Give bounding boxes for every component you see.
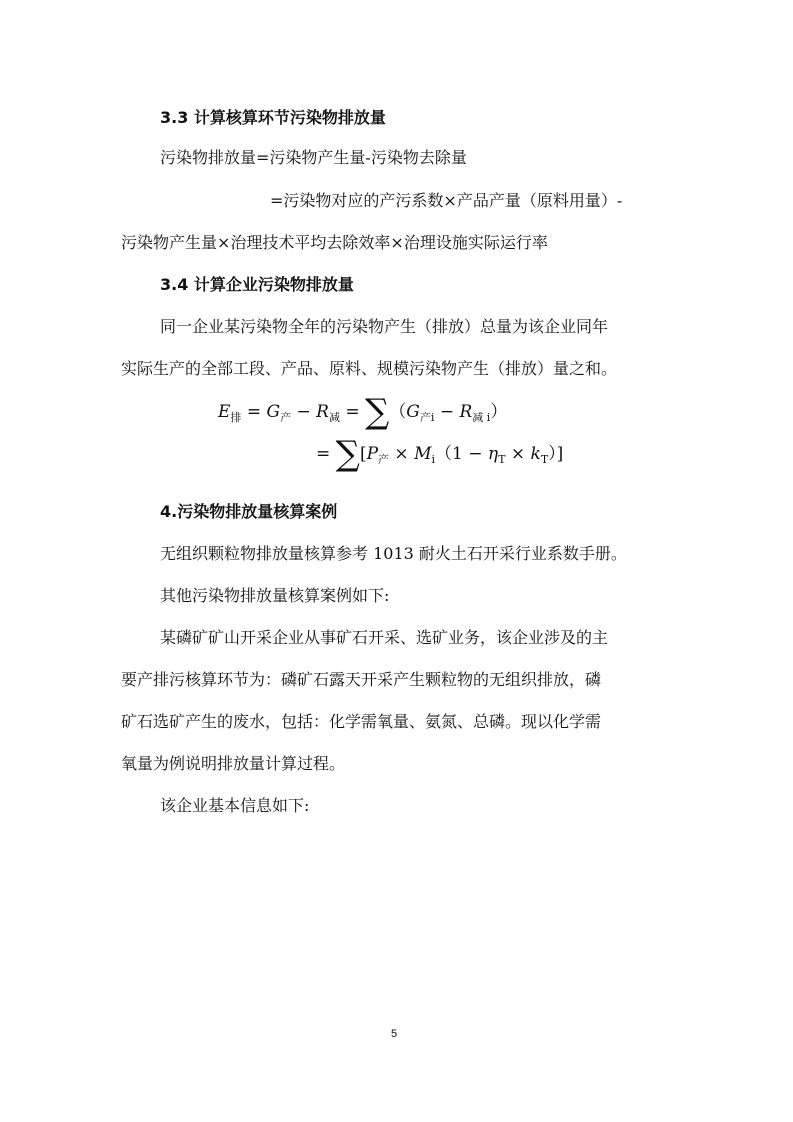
section-4-line-2: 其他污染物排放量核算案例如下: [160, 586, 390, 605]
section-4-line-6: 氧量为例说明排放量计算过程。 [121, 754, 346, 773]
section-4-line-4: 要产排污核算环节为：磷矿石露天开采产生颗粒物的无组织排放，磷 [121, 670, 602, 689]
section-3-3-line-1: 污染物排放量=污染物产生量-污染物去除量 [160, 148, 467, 167]
sum-symbol: ∑ [365, 392, 390, 432]
sum-symbol: ∑ [335, 434, 360, 474]
section-3-4-line-2: 实际生产的全部工段、产品、原料、规模污染物产生（排放）量之和。 [121, 359, 618, 378]
section-3-3-line-2: =污染物对应的产污系数×产品产量（原料用量）- [270, 191, 623, 210]
emission-formula-line-1: $E_排 = G_产 - R_减 = \sum(G_{产i} - R_{减 i})$ [218, 392, 508, 432]
section-3-4-line-1: 同一企业某污染物全年的污染物产生（排放）总量为该企业同年 [160, 317, 609, 336]
page-number: 5 [391, 1028, 398, 1040]
section-3-3-heading: 3.3 计算核算环节污染物排放量 [160, 108, 386, 127]
section-3-3-line-3: 污染物产生量×治理技术平均去除效率×治理设施实际运行率 [121, 233, 548, 252]
section-4-line-3: 某磷矿矿山开采企业从事矿石开采、选矿业务，该企业涉及的主 [160, 628, 609, 647]
section-4-line-7: 该企业基本信息如下: [160, 796, 310, 815]
section-4-line-5: 矿石选矿产生的废水，包括：化学需氧量、氨氮、总磷。现以化学需 [121, 712, 602, 731]
section-3-4-heading: 3.4 计算企业污染物排放量 [160, 275, 354, 294]
emission-formula-line-2: = $\sum[P_产 \times M_i(1 - \eta_T \times k_T)]$ [316, 434, 564, 474]
section-4-line-1: 无组织颗粒物排放量核算参考 1013 耐火土石开采行业系数手册。 [160, 544, 627, 563]
section-4-heading: 4.污染物排放量核算案例 [160, 502, 338, 521]
